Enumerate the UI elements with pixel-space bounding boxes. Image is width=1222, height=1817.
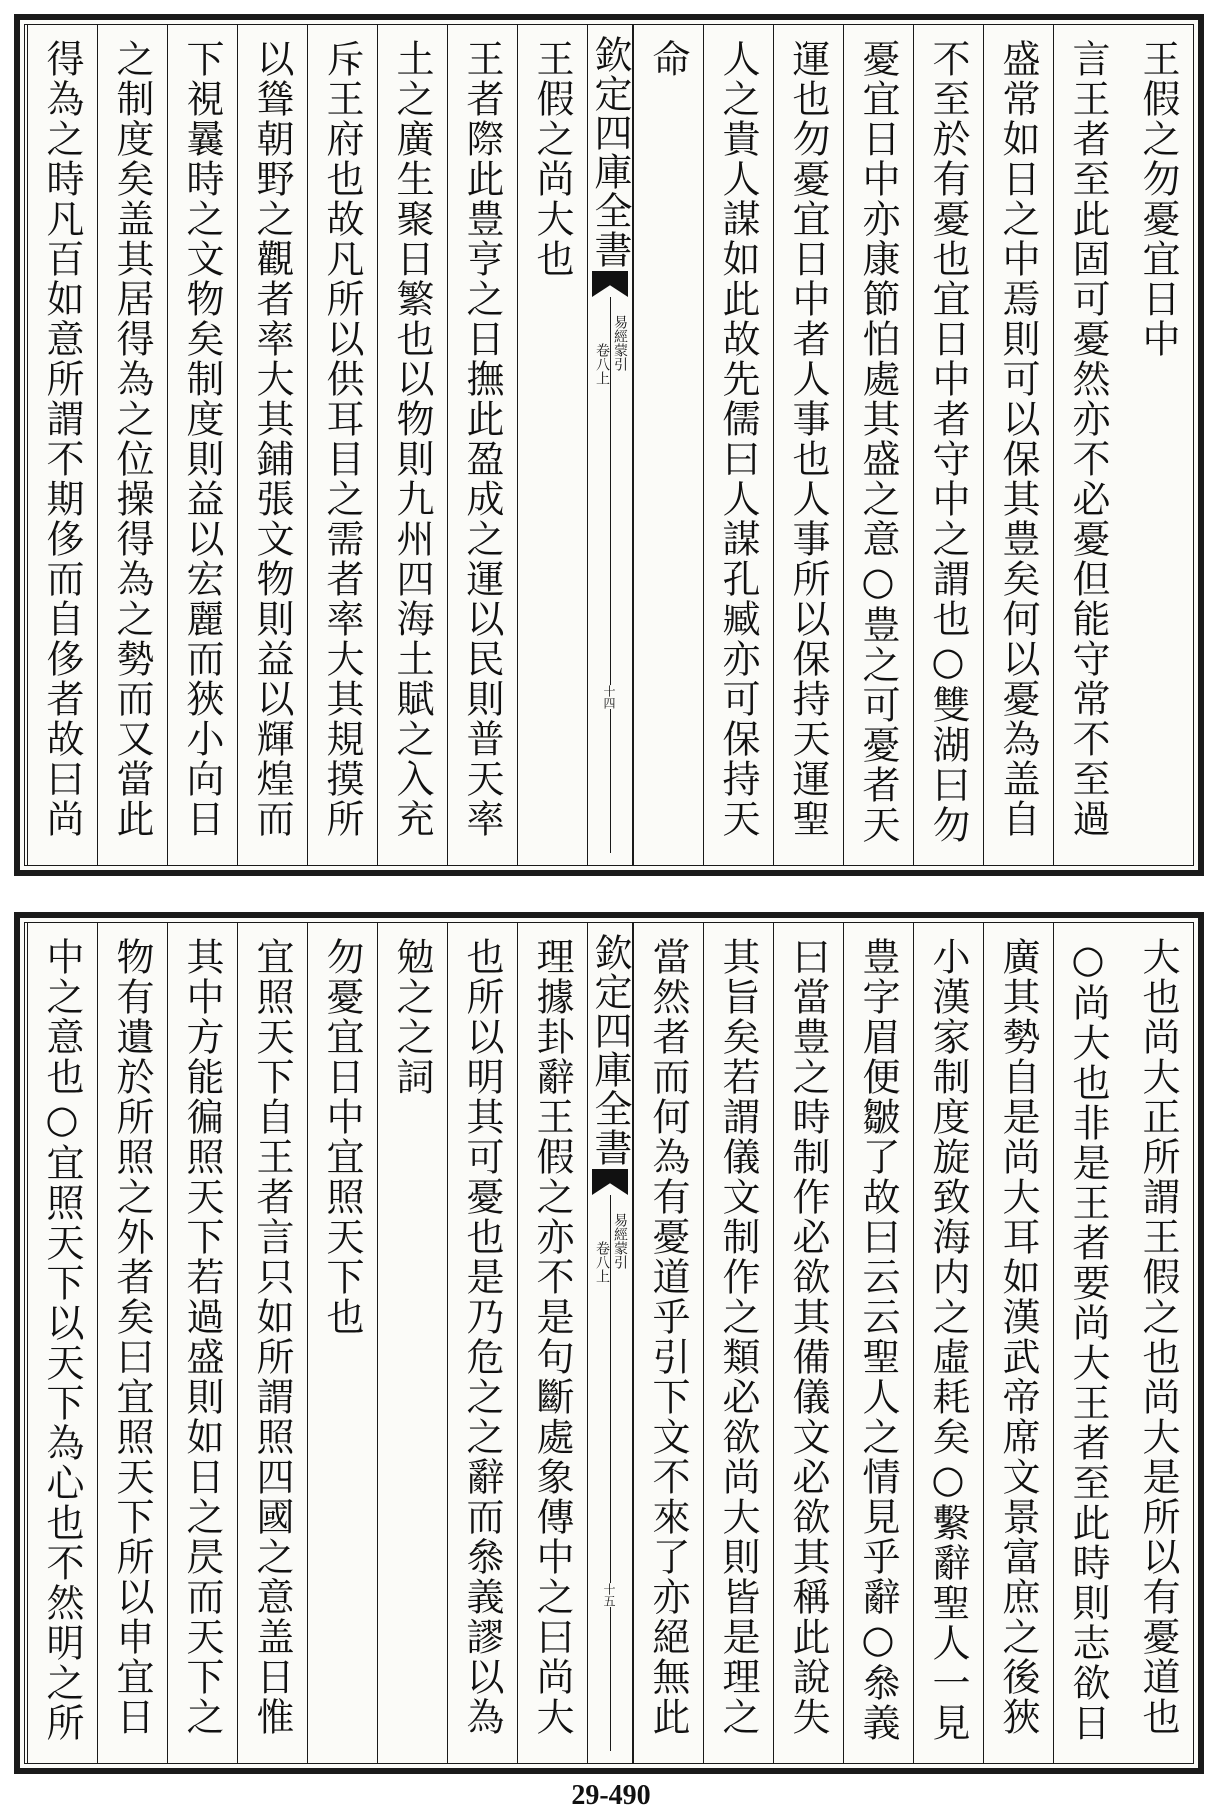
text-column: 王假之勿憂宜日中 bbox=[1136, 39, 1180, 359]
text-column: 中之意也○宜照天下以天下為心也不然明之所 bbox=[27, 923, 97, 1763]
text-column: 運也勿憂宜日中者人事也人事所以保持天運聖 bbox=[773, 25, 843, 865]
volume-label: 卷八上 bbox=[594, 343, 610, 385]
text-column: 當然者而何為有憂道乎引下文不來了亦絕無此 bbox=[633, 923, 703, 1763]
text-column: 大也尚大正所謂王假之也尚大是所以有憂道也 bbox=[1136, 937, 1180, 1737]
text-column: 憂宜日中亦康節怕處其盛之意○豊之可憂者天 bbox=[843, 25, 913, 865]
text-column: 斥王府也故凡所以供耳目之需者率大其規摸所 bbox=[307, 25, 377, 865]
text-column: 其中方能徧照天下若過盛則如日之昃而天下之 bbox=[167, 923, 237, 1763]
fish-tail-ornament bbox=[592, 271, 628, 297]
text-column: 宜照天下自王者言只如所謂照四國之意盖日惟 bbox=[237, 923, 307, 1763]
text-column: 王假之尚大也 bbox=[517, 25, 587, 865]
folio-number: 十四 bbox=[602, 685, 616, 709]
book-title: 易經蒙引 bbox=[612, 1213, 628, 1269]
book-title: 易經蒙引 bbox=[612, 315, 628, 371]
text-column: 其旨矣若謂儀文制作之類必欲尚大則皆是理之 bbox=[703, 923, 773, 1763]
volume-label: 卷八上 bbox=[594, 1241, 610, 1283]
folio-number: 十五 bbox=[602, 1583, 616, 1607]
text-column: 言王者至此固可憂然亦不必憂但能守常不至過 bbox=[1053, 25, 1123, 865]
top-page bbox=[14, 14, 1204, 876]
text-column: 理據卦辭王假之亦不是句斷處象傳中之曰尚大 bbox=[517, 923, 587, 1763]
text-column: ○尚大也非是王者要尚大王者至此時則志欲日 bbox=[1053, 923, 1123, 1763]
fold-line bbox=[610, 1195, 611, 1751]
text-column: 勉之之詞 bbox=[377, 923, 447, 1763]
center-fold bbox=[587, 25, 633, 865]
text-column: 以聳朝野之觀者率大其鋪張文物則益以輝煌而 bbox=[237, 25, 307, 865]
text-column: 物有遺於所照之外者矣曰宜照天下所以申宜日 bbox=[97, 923, 167, 1763]
text-column: 不至於有憂也宜日中者守中之謂也○雙湖曰勿 bbox=[913, 25, 983, 865]
text-column: 得為之時凡百如意所謂不期侈而自侈者故曰尚 bbox=[27, 25, 97, 865]
text-column: 勿憂宜日中宜照天下也 bbox=[307, 923, 377, 1763]
book-series-title: 欽定四庫全書 bbox=[588, 933, 632, 1167]
text-column: 廣其勢自是尚大耳如漢武帝席文景富庶之後狹 bbox=[983, 923, 1053, 1763]
text-column: 盛常如日之中焉則可以保其豊矣何以憂為盖自 bbox=[983, 25, 1053, 865]
center-fold bbox=[587, 923, 633, 1763]
page-number: 29-490 bbox=[571, 1780, 651, 1811]
text-column: 之制度矣盖其居得為之位操得為之勢而又當此 bbox=[97, 25, 167, 865]
text-column: 豊字眉便皺了故曰云云聖人之情見乎辭○叅義 bbox=[843, 923, 913, 1763]
text-column: 也所以明其可憂也是乃危之之辭而叅義謬以為 bbox=[447, 923, 517, 1763]
text-column: 下視曩時之文物矣制度則益以宏麗而狹小向日 bbox=[167, 25, 237, 865]
text-column: 土之廣生聚日繁也以物則九州四海土賦之入充 bbox=[377, 25, 447, 865]
text-column: 曰當豊之時制作必欲其備儀文必欲其稱此說失 bbox=[773, 923, 843, 1763]
bottom-page bbox=[14, 912, 1204, 1774]
text-column: 命 bbox=[633, 25, 703, 865]
book-series-title: 欽定四庫全書 bbox=[588, 35, 632, 269]
text-column: 人之貴人謀如此故先儒曰人謀孔臧亦可保持天 bbox=[703, 25, 773, 865]
text-column: 王者際此豊亨之日撫此盈成之運以民則普天率 bbox=[447, 25, 517, 865]
fold-line bbox=[610, 297, 611, 853]
text-column: 小漢家制度旋致海内之虛耗矣○繫辭聖人一見 bbox=[913, 923, 983, 1763]
fish-tail-ornament bbox=[592, 1169, 628, 1195]
